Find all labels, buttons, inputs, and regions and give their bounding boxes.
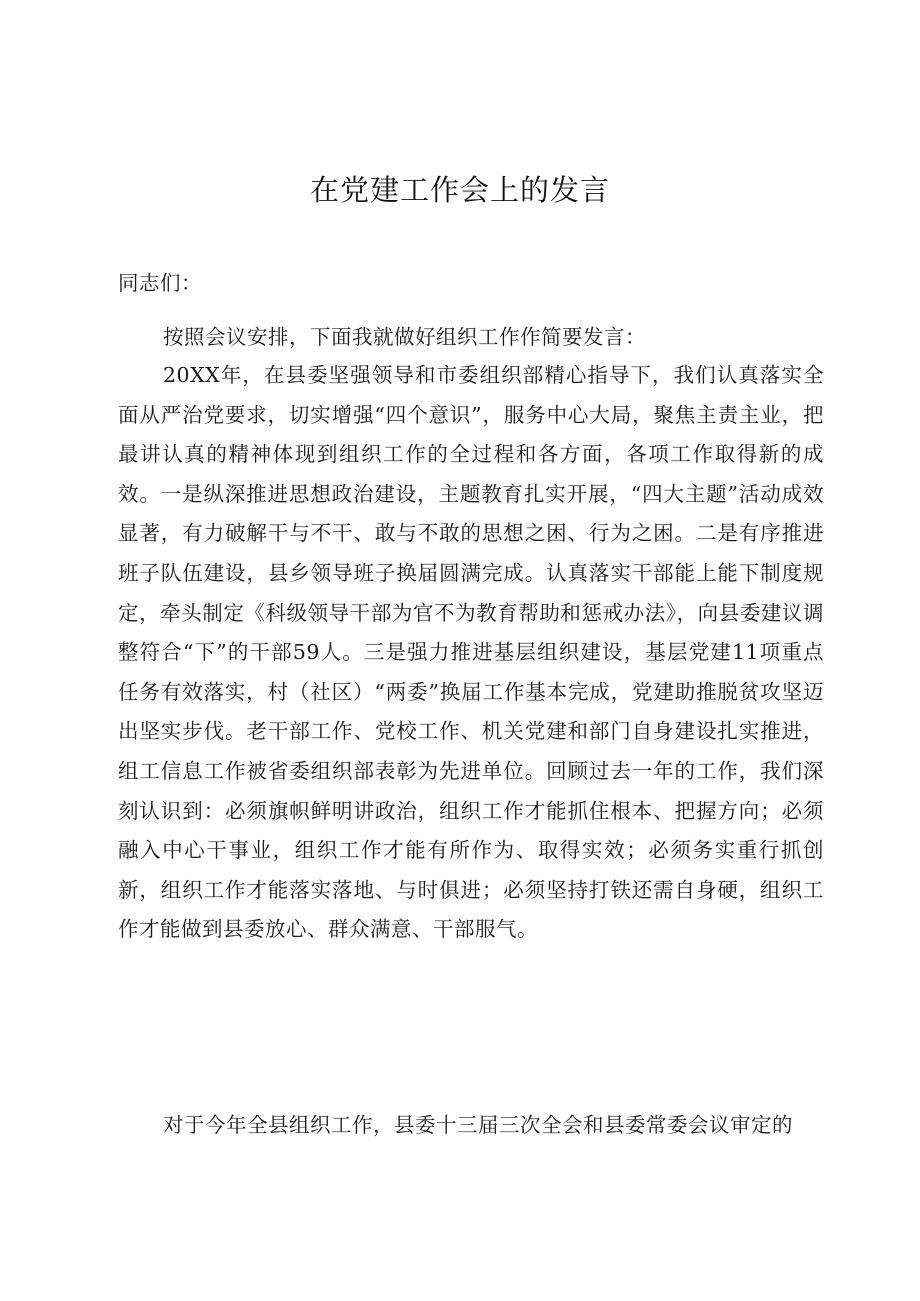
document-title: 在党建工作会上的发言	[309, 173, 610, 207]
salutation: 同志们：	[118, 271, 202, 295]
main-paragraph: 20XX年，在县委坚强领导和市委组织部精心指导下，我们认真落实全面从严治党要求，切实增强“四个意识”，服务中心大局，聚焦主责主业，把最讲认真的精神体现到组织工作的全过程和各方面，各项工作取得新的成效。一是纵深推进思想政治建设，主题教育扎实开展，“四大主题”活动成效显著，有力破解干与不干、敢与不敢的思想之困、行为之困。二是有序推进班子队伍建设，县乡领导班子换届圆满完成。认真落实干部能上能下制度规定，牵头制定《科级领导干部为官不为教育帮助和惩戒办法》，向县委建议调整符合“下”的干部59人。三是强力推进基层组织建设，基层党建11项重点任务有效落实，村（社区）“两委”换届工作基本完成，党建助推脱贫攻坚迈出坚实步伐。老干部工作、党校工作、机关党建和部门自身建设扎实推进，组工信息工作被省委组织部表彰为先进单位。回顾过去一年的工作，我们深刻认识到：必须旗帜鲜明讲政治，组织工作才能抓住根本、把握方向；必须融入中心干事业，组织工作才能有所作为、取得实效；必须务实重行抓创新，组织工作才能落实落地、与时俱进；必须坚持打铁还需自身硬，组织工作才能做到县委放心、群众满意、干部服气。	[118, 363, 824, 942]
closing-paragraph: 对于今年全县组织工作，县委十三届三次全会和县委常委会议审定的	[163, 1113, 793, 1137]
intro-paragraph: 按照会议安排，下面我就做好组织工作作简要发言：	[163, 325, 646, 349]
